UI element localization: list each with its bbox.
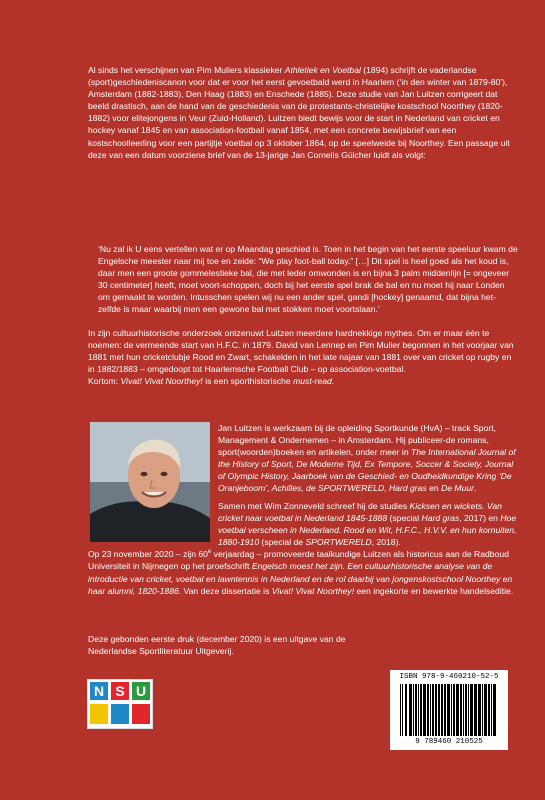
publisher-note: Deze gebonden eerste druk (december 2020) is een uitgave van de Nederlandse Sportliteratuur Uitgeverij. [88, 634, 346, 657]
intro-text-1: Al sinds het verschijnen van Pim Muliers klassieker [88, 65, 285, 75]
barcode-bar [441, 684, 443, 736]
barcode-bar [468, 684, 469, 736]
barcode-bar [402, 684, 403, 736]
barcode-bar [430, 684, 431, 736]
dissertation-title: Engelsch moest het zijn. Een cultuurhistorische analyse van de introductie van cricket, voetbal en lawntennis in Nederland en de rol daarbij van jongenskostschool Noorthey en haar alumni, 1820-1886 [88, 561, 513, 596]
barcode-bar [465, 684, 467, 736]
works-d: (special de [259, 537, 306, 548]
barcode-number: 9 789460 210525 [415, 738, 483, 746]
barcode-bar [427, 684, 429, 736]
works-hard-gras: Hard gras [421, 513, 460, 524]
intro-book-title: Athletiek en Voetbal [284, 65, 361, 75]
works-line [88, 500, 518, 548]
letter-quote: ‘Nu zal ik U eens vertellen wat er op Maandag geschied is. Toen in het begin van het eerste speeluur kwam de Engelsche meester naar mij toe en zeide: “We play foot-ball today.” […] Dit spel is heel goed als het koud is, daar men een groote gommelestieke bal, die met leder omwonden is en bijna 3 palm middenlijn [= ongeveer 30 centimeter] heeft, moet voort-schoppen, doch bij het eerste spel brak de bal en nu moet hij naar Londen om gemaakt te worden. Intusschen spelen wij nu een ander spel, gandi [hockey] genaamd, dat bijna het-zelfde is maar waarbij men een gewone bal met stokken moet voortslaan.’ [98, 244, 518, 315]
barcode-bar [444, 684, 446, 736]
bio-text-1: Jan Luitzen is werkzaam bij de opleiding Sportkunde (HvA) – track Sport, Management & Ondernemen – in Amsterdam. Hij publiceer-de romans, sport(woorden)boeken en artikelen, onder meer in [218, 423, 497, 458]
works-e: , 2018). [371, 537, 401, 548]
logo-letter-u: U [132, 682, 150, 700]
barcode-bar [491, 684, 492, 736]
works-book-1: Kicksen en wickets. Van cricket naar voetbal in Nederland 1845-1888 [218, 501, 502, 524]
kortom-a: Kortom: [88, 376, 121, 387]
promo-book-title: Vivat! Vivat Noorthey! [271, 585, 355, 596]
promo-b: verjaardag – promoveerde taalkundige Luitzen als historicus aan de Radboud Universiteit in Nijmegen op het proefschrift [88, 549, 509, 572]
barcode-bar [432, 684, 434, 736]
works-book-2: Hoe voetbal verscheen in Nederland. Rood en Wit, H.F.C., H.V.V. en hun kornuiten, 1880-1910 [218, 513, 517, 548]
promo-c: . Van deze dissertatie is [178, 585, 272, 596]
myths-text: In zijn cultuurhistorische onderzoek ontzenuwt Luitzen meerdere hardnekkige mythes. Om er maar één te noemen: de vermeende start van H.F.C. in 1879. David van Lennep en Pim Mulier begonnen in het voorjaar van 1881 met hun cricketclubje Rood en Zwart, schakelden in het late najaar van 1881 over van cricket op rugby en in 1882/1883 – omgedoopt tot Haarlemsche Football Club – op association-voetbal. [88, 328, 514, 375]
barcode-bar [423, 684, 426, 736]
barcode-bar [463, 684, 464, 736]
works-b: (special [387, 513, 422, 524]
bio-journals: The International Journal of the History of Sport, De Moderne Tijd, Ex Tempore, Soccer & Society, Journal of Olympic History, Jaarboek van de Geschied- en Oudheidkundige Kring ‘De Oranjeboom’, Achilles, de SPORTWERELD, Hard gras [218, 447, 516, 494]
isbn-label: ISBN 978-9-460210-52-5 [399, 673, 499, 681]
kortom-book-title: Vivat! Vivat Noorthey! [120, 376, 203, 387]
barcode-bar [438, 684, 440, 736]
works-a: Samen met Wim Zonneveld schreef hij de studies [218, 501, 410, 511]
barcode-bar [482, 684, 483, 736]
works-c: , 2017) en [459, 513, 501, 524]
kortom-line [88, 375, 518, 387]
bio-end: . [474, 483, 477, 494]
barcode-bar [456, 684, 459, 736]
barcode-bar [478, 684, 481, 736]
logo-yellow-block [90, 704, 108, 724]
barcode-bar [447, 684, 450, 736]
intro-paragraph [88, 64, 518, 161]
promo-a: Op 23 november 2020 – zijn 60 [88, 549, 208, 560]
barcode-bar [405, 684, 407, 736]
works-sportwereld: SPORTWERELD [305, 537, 372, 548]
promotion-line [88, 548, 518, 596]
barcode-bar [418, 684, 419, 736]
barcode-bar [409, 684, 412, 736]
author-bio-paragraph [218, 422, 518, 495]
barcode-bar [453, 684, 455, 736]
intro-text-2: (1894) schrijft de vaderlandse (sport)geschiedeniscanon voor dat er voor het eerst gevoetbald werd in Haarlem (‘in den winter van 1879-80’), Amsterdam (1882-1883), Den Haag (1883) en Enschede (1885). Deze studie van Jan Luitzen corrigeert dat beeld drastisch, aan de hand van de geschiedenis van de protestants-christelijke kostschool Noorthey (1820-1882) voor elitejongens in Veur (Zuid-Holland). Luitzen biedt bewijs voor de start in Nederland van cricket en hockey vanaf 1845 en van association-football vanaf 1854, met een concrete bewijsbrief van een kostschoolleerling voor een partijtje voetbal op 3 oktober 1864, op de speelweide bij Noorthey. Een passage uit deze van een datum voorziene brief van de 13-jarige Jan Cornelis Gülcher luidt als volgt: [88, 65, 510, 160]
kortom-b: is een sporthistorische [202, 376, 294, 387]
barcode-bar [470, 684, 473, 736]
barcode-bar [484, 684, 487, 736]
barcode-bar [415, 684, 417, 736]
isbn-barcode [390, 670, 508, 750]
author-works-paragraph [88, 500, 518, 597]
bio-de-muur: De Muur [441, 483, 475, 494]
barcode-bar [460, 684, 462, 736]
myths-paragraph [88, 327, 518, 387]
barcode-bar [435, 684, 437, 736]
kortom-must-read: must-read [293, 376, 332, 387]
barcode-bar [420, 684, 422, 736]
barcode-bar [413, 684, 414, 736]
barcode-bars [400, 684, 498, 736]
bio-en: en [426, 483, 442, 494]
logo-red-block [132, 704, 150, 724]
barcode-bar [493, 684, 496, 736]
promo-d: een ingekorte en bewerkte handelseditie. [354, 585, 514, 596]
logo-letter-s: S [111, 682, 129, 700]
barcode-bar [488, 684, 490, 736]
promo-sup: e [207, 549, 212, 556]
logo-blue-block [111, 704, 129, 724]
barcode-bar [451, 684, 452, 736]
kortom-c: . [331, 376, 335, 387]
logo-letter-n: N [90, 682, 108, 700]
barcode-bar [400, 684, 401, 736]
barcode-bar [474, 684, 477, 736]
nsu-publisher-logo [88, 680, 152, 728]
